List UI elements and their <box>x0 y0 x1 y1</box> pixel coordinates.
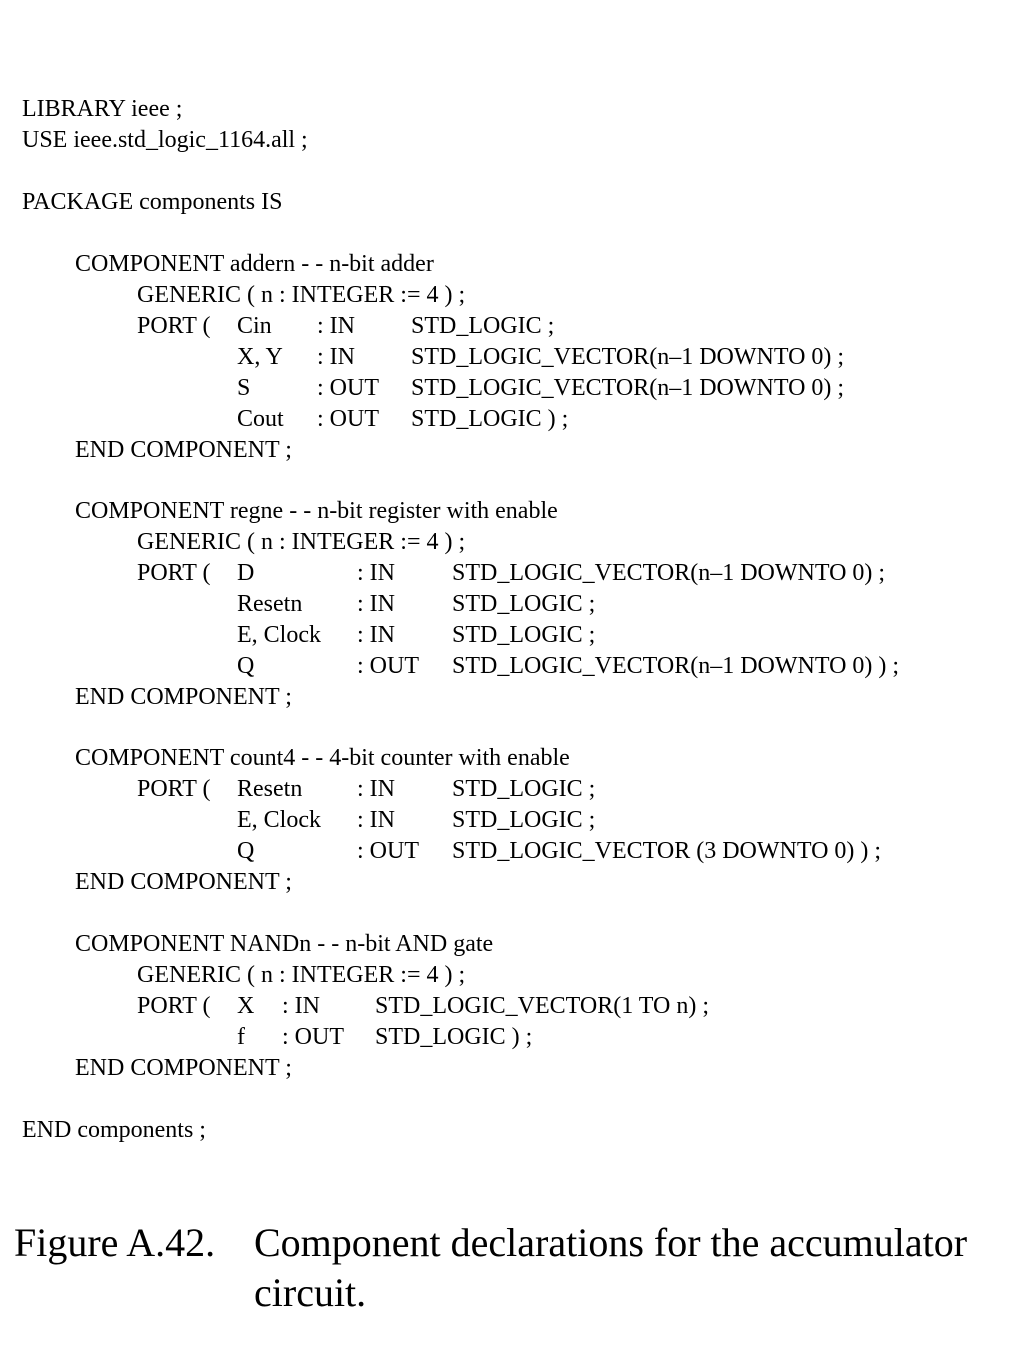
regne-port-type: STD_LOGIC ; <box>452 591 596 617</box>
nandn-port-type: STD_LOGIC_VECTOR(1 TO n) ; <box>375 993 710 1019</box>
regne-port-mode: : OUT <box>357 653 419 679</box>
count4-port-type: STD_LOGIC ; <box>452 807 596 833</box>
nandn-port-lead: PORT ( <box>137 993 217 1019</box>
nandn-port-name: f <box>237 1024 245 1050</box>
regne-port-mode: : IN <box>357 622 395 648</box>
addern-port-mode: : IN <box>317 313 355 339</box>
regne-port-name: Q <box>237 653 255 679</box>
figure-caption: Component declarations for the accumulator circuit. <box>254 1220 968 1315</box>
count4-port-type: STD_LOGIC ; <box>452 776 596 802</box>
count4-end: END COMPONENT ; <box>75 869 292 895</box>
addern-port-name: Cout <box>237 406 284 432</box>
addern-port-name: Cin <box>237 313 272 339</box>
regne-port-mode: : IN <box>357 591 395 617</box>
addern-port-type: STD_LOGIC ) ; <box>411 406 569 432</box>
figure-number: Figure A.42. <box>14 1220 216 1265</box>
regne-port-name: E, Clock <box>237 622 321 648</box>
addern-end: END COMPONENT ; <box>75 437 292 463</box>
nandn-port-mode: : IN <box>282 993 320 1019</box>
addern-port-mode: : IN <box>317 344 355 370</box>
use-line: USE ieee.std_logic_1164.all ; <box>22 127 308 153</box>
nandn-generic: GENERIC ( n : INTEGER := 4 ) ; <box>137 962 466 988</box>
count4-port-mode: : IN <box>357 807 395 833</box>
package-line: PACKAGE components IS <box>22 189 283 215</box>
addern-port-lead: PORT ( <box>137 313 217 339</box>
end-package-line: END components ; <box>22 1117 206 1143</box>
addern-port-type: STD_LOGIC_VECTOR(n–1 DOWNTO 0) ; <box>411 344 845 370</box>
nandn-port-name: X <box>237 993 255 1019</box>
addern-port-type: STD_LOGIC_VECTOR(n–1 DOWNTO 0) ; <box>411 375 845 401</box>
addern-port-mode: : OUT <box>317 375 379 401</box>
nandn-port-type: STD_LOGIC ) ; <box>375 1024 533 1050</box>
count4-port-mode: : IN <box>357 776 395 802</box>
regne-port-type: STD_LOGIC_VECTOR(n–1 DOWNTO 0) ) ; <box>452 653 900 679</box>
count4-port-name: Resetn <box>237 776 303 802</box>
regne-port-name: D <box>237 560 255 586</box>
addern-port-type: STD_LOGIC ; <box>411 313 555 339</box>
library-line: LIBRARY ieee ; <box>22 96 183 122</box>
regne-port-type: STD_LOGIC ; <box>452 622 596 648</box>
regne-port-lead: PORT ( <box>137 560 217 586</box>
regne-port-name: Resetn <box>237 591 303 617</box>
nandn-port-mode: : OUT <box>282 1024 344 1050</box>
addern-port-name: S <box>237 375 251 401</box>
count4-port-mode: : OUT <box>357 838 419 864</box>
regne-port-type: STD_LOGIC_VECTOR(n–1 DOWNTO 0) ; <box>452 560 886 586</box>
nandn-header: COMPONENT NANDn - - n-bit AND gate <box>75 931 494 957</box>
regne-end: END COMPONENT ; <box>75 684 292 710</box>
addern-header: COMPONENT addern - - n-bit adder <box>75 251 434 277</box>
regne-header: COMPONENT regne - - n-bit register with enable <box>75 498 558 524</box>
count4-port-lead: PORT ( <box>137 776 217 802</box>
nandn-end: END COMPONENT ; <box>75 1055 292 1081</box>
addern-generic: GENERIC ( n : INTEGER := 4 ) ; <box>137 282 466 308</box>
count4-port-name: E, Clock <box>237 807 321 833</box>
regne-generic: GENERIC ( n : INTEGER := 4 ) ; <box>137 529 466 555</box>
count4-port-type: STD_LOGIC_VECTOR (3 DOWNTO 0) ) ; <box>452 838 882 864</box>
count4-header: COMPONENT count4 - - 4-bit counter with enable <box>75 745 570 771</box>
count4-port-name: Q <box>237 838 255 864</box>
addern-port-mode: : OUT <box>317 406 379 432</box>
addern-port-name: X, Y <box>237 344 283 370</box>
regne-port-mode: : IN <box>357 560 395 586</box>
